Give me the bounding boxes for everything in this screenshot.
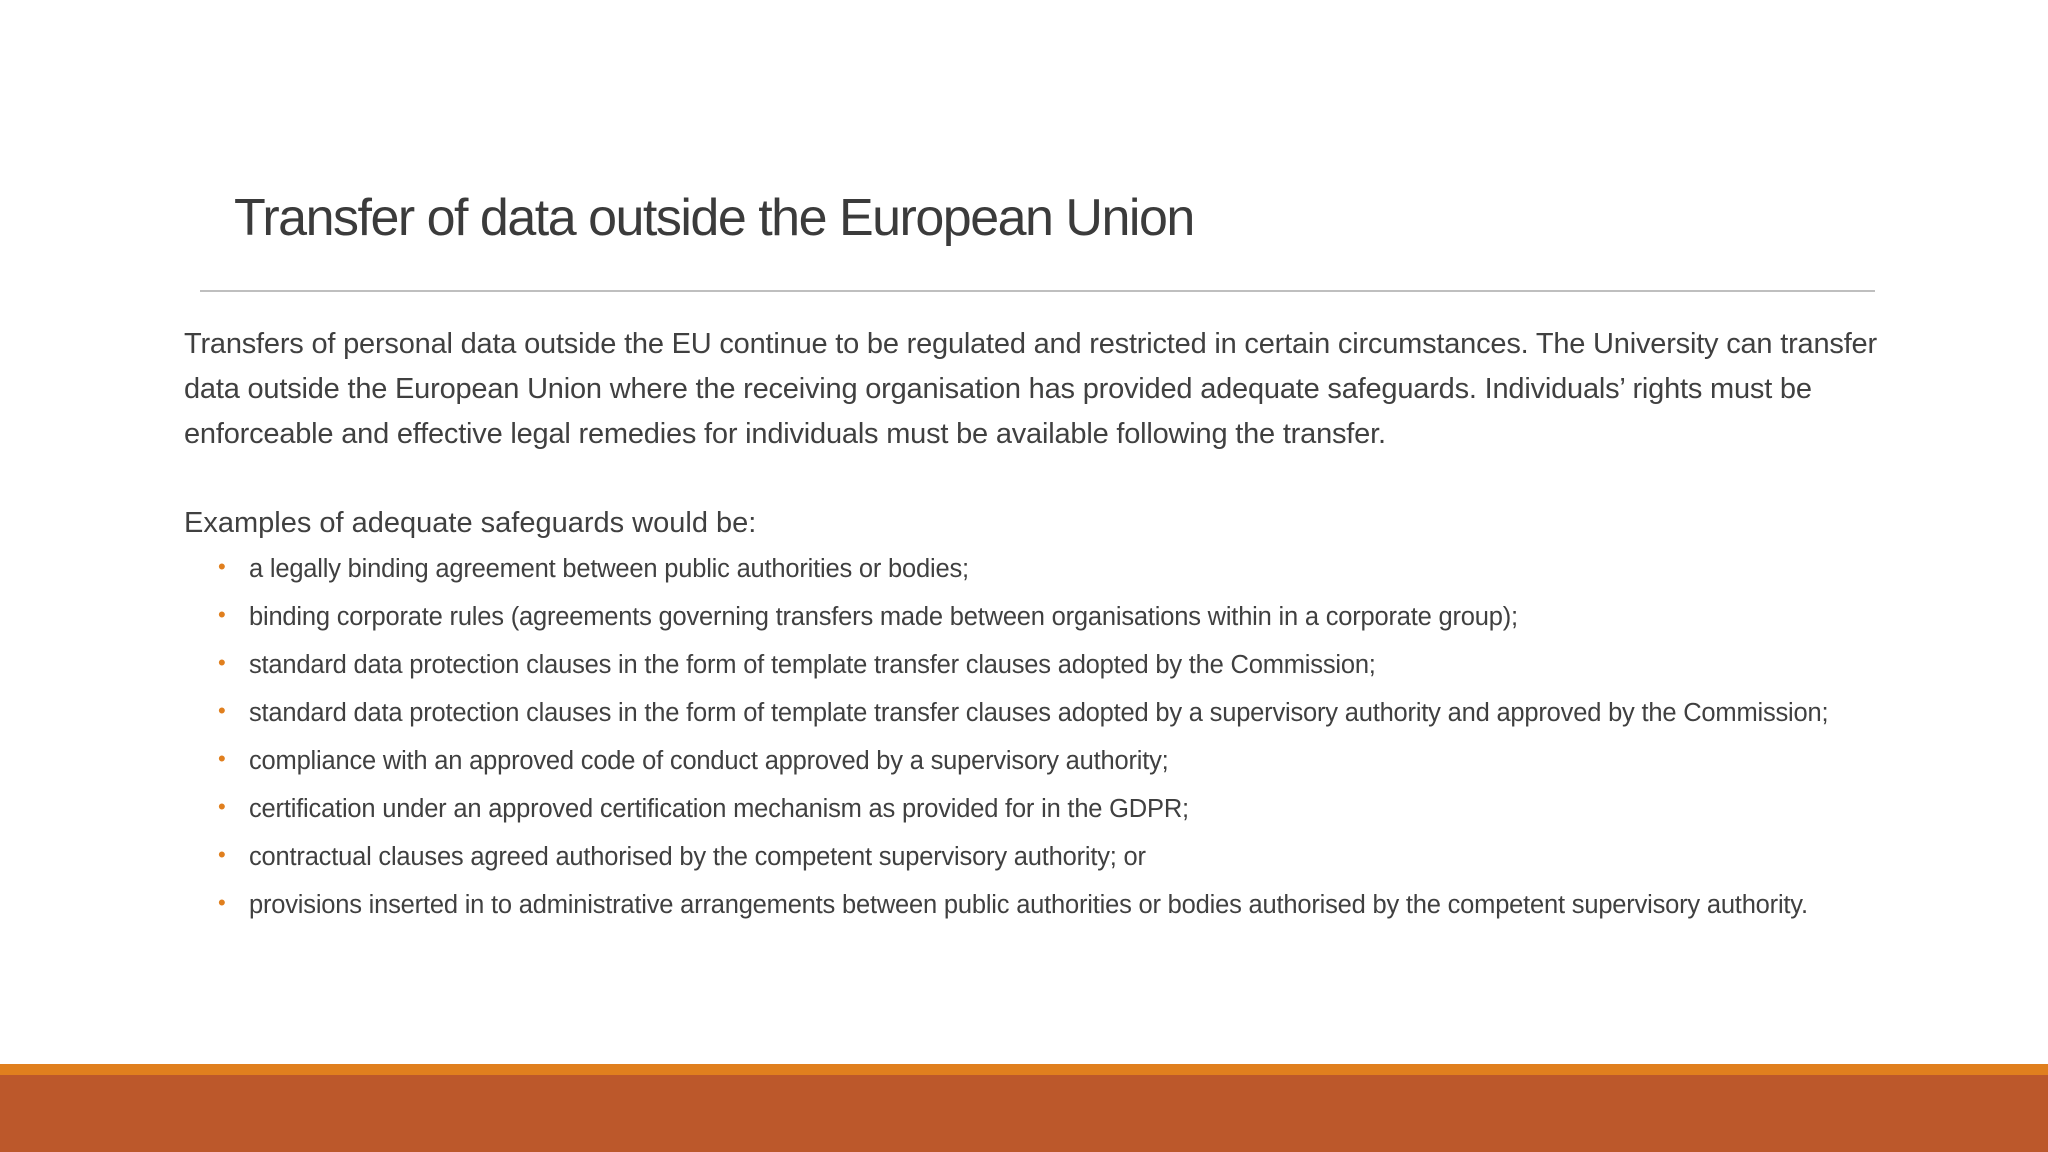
list-item-text: standard data protection clauses in the form of template transfer clauses adopted by the Commission; <box>249 651 1376 679</box>
footer-accent-stripe <box>0 1064 2048 1075</box>
list-item <box>184 646 1884 685</box>
slide-content <box>184 322 1884 934</box>
intro-paragraph: Transfers of personal data outside the EU continue to be regulated and restricted in certain circumstances. The University can transfer data outside the European Union where the receiving organisation has provided adequate safeguards. Individuals’ rights must be enforceable and effective legal remedies for individuals must be available following the transfer. <box>184 328 1877 450</box>
list-item-text: contractual clauses agreed authorised by the competent supervisory authority; or <box>249 843 1146 871</box>
bullet-icon: • <box>218 554 226 579</box>
safeguards-list <box>184 550 1884 925</box>
list-item-text: binding corporate rules (agreements governing transfers made between organisations within in a corporate group); <box>249 603 1518 631</box>
bullet-icon: • <box>218 842 226 867</box>
examples-label: Examples of adequate safeguards would be: <box>184 507 757 539</box>
list-item-text: compliance with an approved code of conduct approved by a supervisory authority; <box>249 747 1169 775</box>
list-item <box>184 742 1884 781</box>
bullet-icon: • <box>218 602 226 627</box>
list-item <box>184 550 1884 589</box>
bullet-icon: • <box>218 698 226 723</box>
title-divider <box>200 290 1875 292</box>
list-item <box>184 838 1884 877</box>
list-item-text: certification under an approved certification mechanism as provided for in the GDPR; <box>249 795 1189 823</box>
list-item <box>184 694 1884 733</box>
footer-bar <box>0 1075 2048 1152</box>
bullet-icon: • <box>218 746 226 771</box>
list-item-text: standard data protection clauses in the form of template transfer clauses adopted by a supervisory authority and approved by the Commission; <box>249 699 1829 727</box>
list-item <box>184 886 1884 925</box>
list-item-text: provisions inserted in to administrative arrangements between public authorities or bodies authorised by the competent supervisory authority. <box>249 891 1808 919</box>
bullet-icon: • <box>218 794 226 819</box>
bullet-icon: • <box>218 650 226 675</box>
bullet-icon: • <box>218 890 226 915</box>
list-item-text: a legally binding agreement between public authorities or bodies; <box>249 555 969 583</box>
slide-title: Transfer of data outside the European Union <box>234 189 1194 247</box>
list-item <box>184 790 1884 829</box>
list-item <box>184 598 1884 637</box>
